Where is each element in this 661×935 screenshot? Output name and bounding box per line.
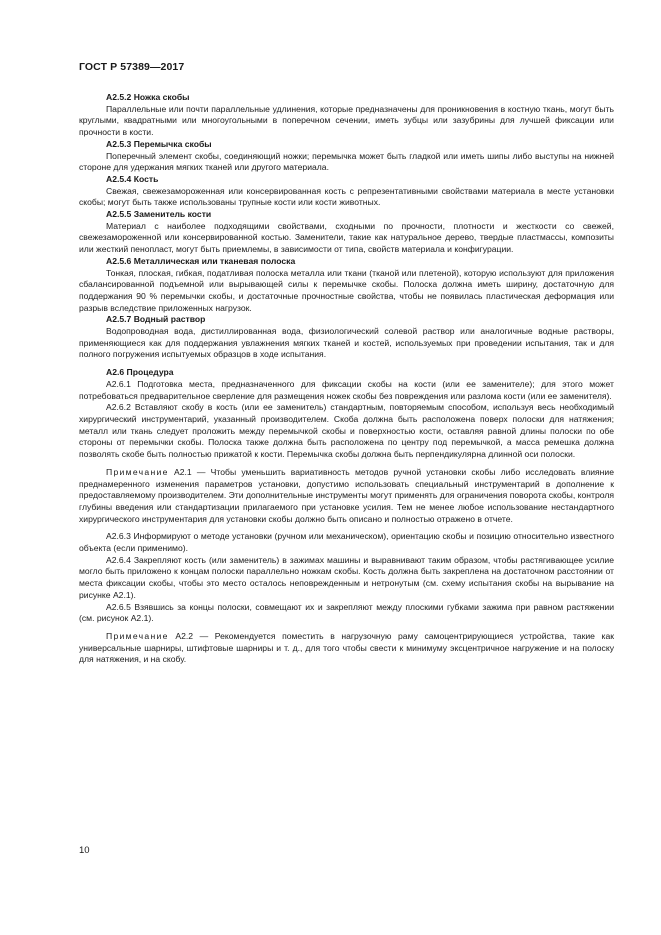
procedure-paragraph-a2-6-5: А2.6.5 Взявшись за концы полоски, совмещают их и закрепляют между плоскими губками зажима при равном растяжении (см. рисунок А2.1). — [79, 601, 614, 624]
section-heading-a2-5-4: А2.5.4 Кость — [106, 173, 159, 184]
section-text-a2-5-6: Тонкая, плоская, гибкая, податливая полоска металла или ткани (тканой или плетеной), которую используют для приложения сбалансированной подъемной или вырывающей силы к перемычке скобы. Полоска должна иметь ширину, достаточную для поддержания 90 % перемычки скобы, и достаточные прочностные свойства, чтобы не появилась пластическая деформация или разрыв вследствие приложенных нагрузок. — [79, 267, 614, 313]
section-text-a2-5-4: Свежая, свежезамороженная или консервированная кость с репрезентативными свойствами материала в месте установки скобы; могут быть также использованы трупные кости или кости животных. — [79, 185, 614, 208]
section-heading-a2-5-3: А2.5.3 Перемычка скобы — [106, 138, 212, 149]
section-heading-a2-5-6: А2.5.6 Металлическая или тканевая полоска — [106, 255, 296, 266]
document-header-title: ГОСТ Р 57389—2017 — [79, 61, 185, 73]
section-heading-a2-5-5: А2.5.5 Заменитель кости — [106, 209, 212, 220]
section-text-a2-5-2: Параллельные или почти параллельные удлинения, которые предназначены для проникновения в костную ткань, могут быть круглыми, квадратными или многоугольными в поперечном сечении, иметь зубцы или зазубрины для лучшей фиксации или прочности в кости. — [79, 103, 614, 138]
page-number: 10 — [79, 845, 90, 856]
procedure-paragraph-a2-6-4: А2.6.4 Закрепляют кость (или заменитель) в зажимах машины и выравнивают таким образом, чтобы растягивающее усилие могло быть приложено к концам полоски параллельно ножкам скобы. Кость должна быть закреплена на достаточном расстоянии от места фиксации скобы, чтобы это место осталось неповрежденным и нетронутым (см. схему испытания скобы на вырывание на рисунке А2.1). — [79, 554, 614, 600]
note-text: А2.1 — Чтобы уменьшить вариативность методов ручной установки скобы либо исследовать влияние преднамеренного изменения параметров установки, допустимо использовать специальный инструментарий в дополнение к предоставляемому производителем. Эти дополнительные инструменты могут применять для ограничения поворота скобы, контроля глубины введения или стандартизации прилагаемого при установке усилия. Тем не менее любое использование нестандартного хирургического инструментария для установки скобы должно быть описано и полностью отражено в отчете. — [79, 466, 614, 524]
section-text-a2-5-5: Материал с наиболее подходящими свойствами, сходными по прочности, плотности и жесткости со свежей, свежезамороженной или консервированной костью. Заменители, такие как натуральное дерево, твердые пластмассы, композиты или жесткий пенопласт, могут быть приемлемы, в зависимости от типа, свойств материала и конфигурации. — [79, 220, 614, 255]
section-text-a2-5-3: Поперечный элемент скобы, соединяющий ножки; перемычка может быть гладкой или иметь шипы либо выступы на нижней стороне для удержания мягких тканей или другого материала. — [79, 150, 614, 173]
note-label: Примечание — [106, 466, 169, 477]
document-body — [79, 92, 614, 666]
section-heading-a2-5-2: А2.5.2 Ножка скобы — [106, 92, 190, 102]
section-text-a2-5-7: Водопроводная вода, дистиллированная вода, физиологический солевой раствор или аналогичные водные растворы, применяющиеся как для поддержания увлажнения мягких тканей и костей, используемых при проведении испытания, так и для полного погружения испытуемых образцов в ходе испытания. — [79, 326, 614, 360]
note-a2-2 — [79, 631, 614, 666]
note-a2-1 — [79, 467, 614, 526]
procedure-paragraph-a2-6-1: А2.6.1 Подготовка места, предназначенного для фиксации скобы на кости (или ее заменителе); для этого может потребоваться предварительное сверление для размещения ножек скобы без повреждения или разлома кости (или ее заменителя). — [79, 378, 614, 401]
note-label: Примечание — [106, 630, 169, 641]
procedure-paragraph-a2-6-3: А2.6.3 Информируют о методе установки (ручном или механическом), ориентацию скобы и позицию относительно известного объекта (если применимо). — [79, 531, 614, 554]
note-text: А2.2 — Рекомендуется поместить в нагрузочную раму самоцентрирующиеся устройства, такие как универсальные шарниры, штифтовые шарниры и т. д., для того чтобы свести к минимуму эксцентричное нагружение и на полоску для натяжения, и на скобу. — [79, 630, 614, 665]
section-heading-a2-6: А2.6 Процедура — [106, 367, 174, 378]
procedure-paragraph-a2-6-2: А2.6.2 Вставляют скобу в кость (или ее заменитель) стандартным, повторяемым способом, используя весь необходимый хирургический инструментарий, указанный производителем. Скоба должна быть расположена поверх полоски для натяжения; металл или ткань следует проложить между перемычкой скобы и поверхностью кости, оставляя равной длины полоски по обе стороны от перемычки скобы. Полоска также должна быть расположена по центру под перемычкой, а масса ремешка должна позволять скобе быть полностью прижатой к кости. Перемычка скобы должна быть перпендикулярна длинной оси полоски. — [79, 402, 614, 460]
section-heading-a2-5-7: А2.5.7 Водный раствор — [106, 314, 206, 325]
